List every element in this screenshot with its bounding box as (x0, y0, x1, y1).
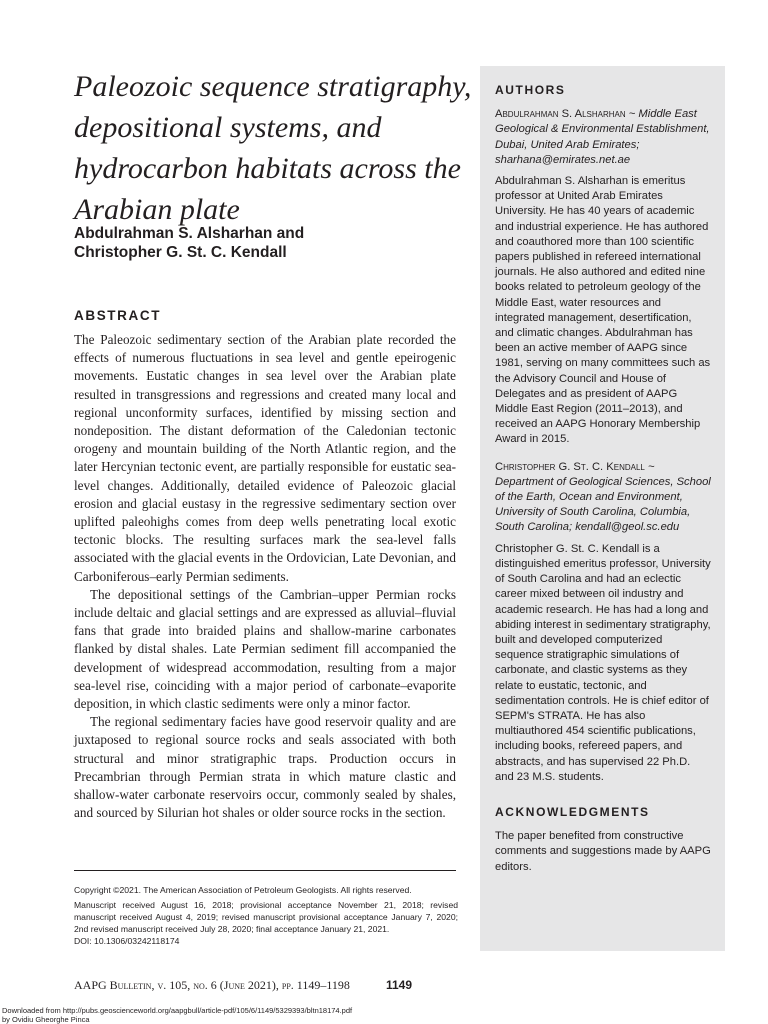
copyright-line: Copyright ©2021. The American Association of Petroleum Geologists. All rights reserved. (74, 885, 412, 895)
author-line-1: Abdulrahman S. Alsharhan and (74, 225, 305, 242)
author-line-2: Christopher G. St. C. Kendall (74, 244, 287, 261)
divider (74, 870, 456, 871)
copyright-block (74, 884, 458, 947)
download-notice (2, 1006, 768, 1024)
article-title: Paleozoic sequence stratigraphy, depositional systems, and hydrocarbon habitats across the Arabian plate (74, 70, 472, 226)
page-number: 1149 (386, 978, 413, 992)
acknowledgments-text: The paper benefited from constructive comments and suggestions made by AAPG editors. (495, 830, 711, 873)
download-url: Downloaded from http://pubs.geoscienceworld.org/aapgbull/article-pdf/105/6/1149/5329393/bltn18174.pdf (2, 1006, 353, 1015)
acknowledgments-heading: ACKNOWLEDGMENTS (495, 804, 650, 819)
manuscript-history: Manuscript received August 16, 2018; provisional acceptance November 21, 2018; revised manuscript received August 4, 2019; revised manuscript provisional acceptance January 7, 2020; 2nd revised manuscript received July 28, 2020; final acceptance January 21, 2021. (74, 900, 458, 934)
journal-citation: AAPG Bulletin, v. 105, no. 6 (June 2021), pp. 1149–1198 (74, 978, 350, 992)
download-user: by Ovidiu Gheorghe Pinca (2, 1015, 90, 1024)
authors-sidebar (480, 66, 725, 951)
article-authors (74, 224, 454, 262)
page-footer (74, 978, 474, 993)
affiliation-text: ~ Department of Geological Sciences, School of the Earth, Ocean and Environment, University of South Carolina, Columbia, South Carolina; kendall@geol.sc.edu (495, 460, 711, 534)
abstract-heading: ABSTRACT (74, 308, 162, 323)
affiliation-text: ~ Middle East Geological & Environmental Establishment, Dubai, United Arab Emirates; sharhana@emirates.net.ae (495, 108, 710, 166)
abstract-paragraph: The Paleozoic sedimentary section of the Arabian plate recorded the effects of numerous fluctuations in sea level and gentle epeirogenic movements. Eustatic changes in sea level over the Arabian plate resulted in transgressions and regressions and created many local and regional unconformity surfaces, identified by missing section and nondeposition. The distant deformation of the Caledonian tectonic orogeny and mountain building of the North Atlantic region, and the later Hercynian tectonic event, are partially responsible for eustatic sea-level changes. Additionally, detailed evidence of Paleozoic glacial erosion and glacial eustasy in the regressive sedimentary section over uplifted paleohighs comes from deep wells penetrating local exotic tectonic blocks. The resulting surfaces mark the sea-level falls associated with the glacial events in the Ordovician, Late Devonian, and Carboniferous–early Permian sediments. (74, 332, 456, 584)
abstract-paragraph: The depositional settings of the Cambrian–upper Permian rocks include deltaic and glacial settings and are expressed as alluvial–fluvial fans that grade into braided plains and shallow-marine carbonates flanked by distal shales. Late Permian sediment fill accompanied the development of widespread accommodation, resulting from a major sea-level rise, coinciding with a major period of carbonate–evaporite deposition, in which clastic sediments were only a minor factor. (74, 586, 456, 712)
author-affiliation (495, 107, 711, 168)
doi: DOI: 10.1306/03242118174 (74, 936, 180, 946)
author-name: Abdulrahman S. Alsharhan (495, 108, 626, 121)
author-bio: Christopher G. St. C. Kendall is a distinguished emeritus professor, University of South Carolina and had an eclectic career mixed between oil industry and academic research. He has had a long and abiding interest in sedimentary stratigraphy, built and developed computerized sequence stratigraphic simulations of carbonate, and clastic systems as they relate to eustatic, tectonic, and sedimentation controls. He is chief editor of SEPM's STRATA. He has also multiauthored 454 scientific publications, including books, refereed papers, and abstracts, and has supervised 22 Ph.D. and 23 M.S. students. (495, 542, 711, 783)
author-name: Christopher G. St. C. Kendall (495, 460, 645, 473)
abstract-body (74, 331, 456, 822)
authors-heading: AUTHORS (495, 83, 566, 97)
author-bio: Abdulrahman S. Alsharhan is emeritus professor at United Arab Emirates University. He has 40 years of academic and industrial experience. He has authored and coauthored more than 100 scientific papers published in refereed international journals. He also authored and edited nine books related to petroleum geology of the Middle East, water resources and integrated management, desertification, and climatic changes. Abdulrahman has been an active member of AAPG since 1981, serving on many committees such as the Advisory Council and House of Delegates and as president of AAPG Middle East Region (2011–2013), and received an AAPG Honorary Membership Award in 2015. (495, 175, 711, 446)
abstract-paragraph: The regional sedimentary facies have good reservoir quality and are juxtaposed to regional source rocks and seals associated with both structural and minor stratigraphic traps. Production occurs in Precambrian through Permian strata in which mature clastic and shallow-water carbonate reservoirs occur, commonly sealed by shales, and sourced by Silurian hot shales or older source rocks in the section. (74, 714, 456, 821)
author-affiliation (495, 460, 711, 536)
